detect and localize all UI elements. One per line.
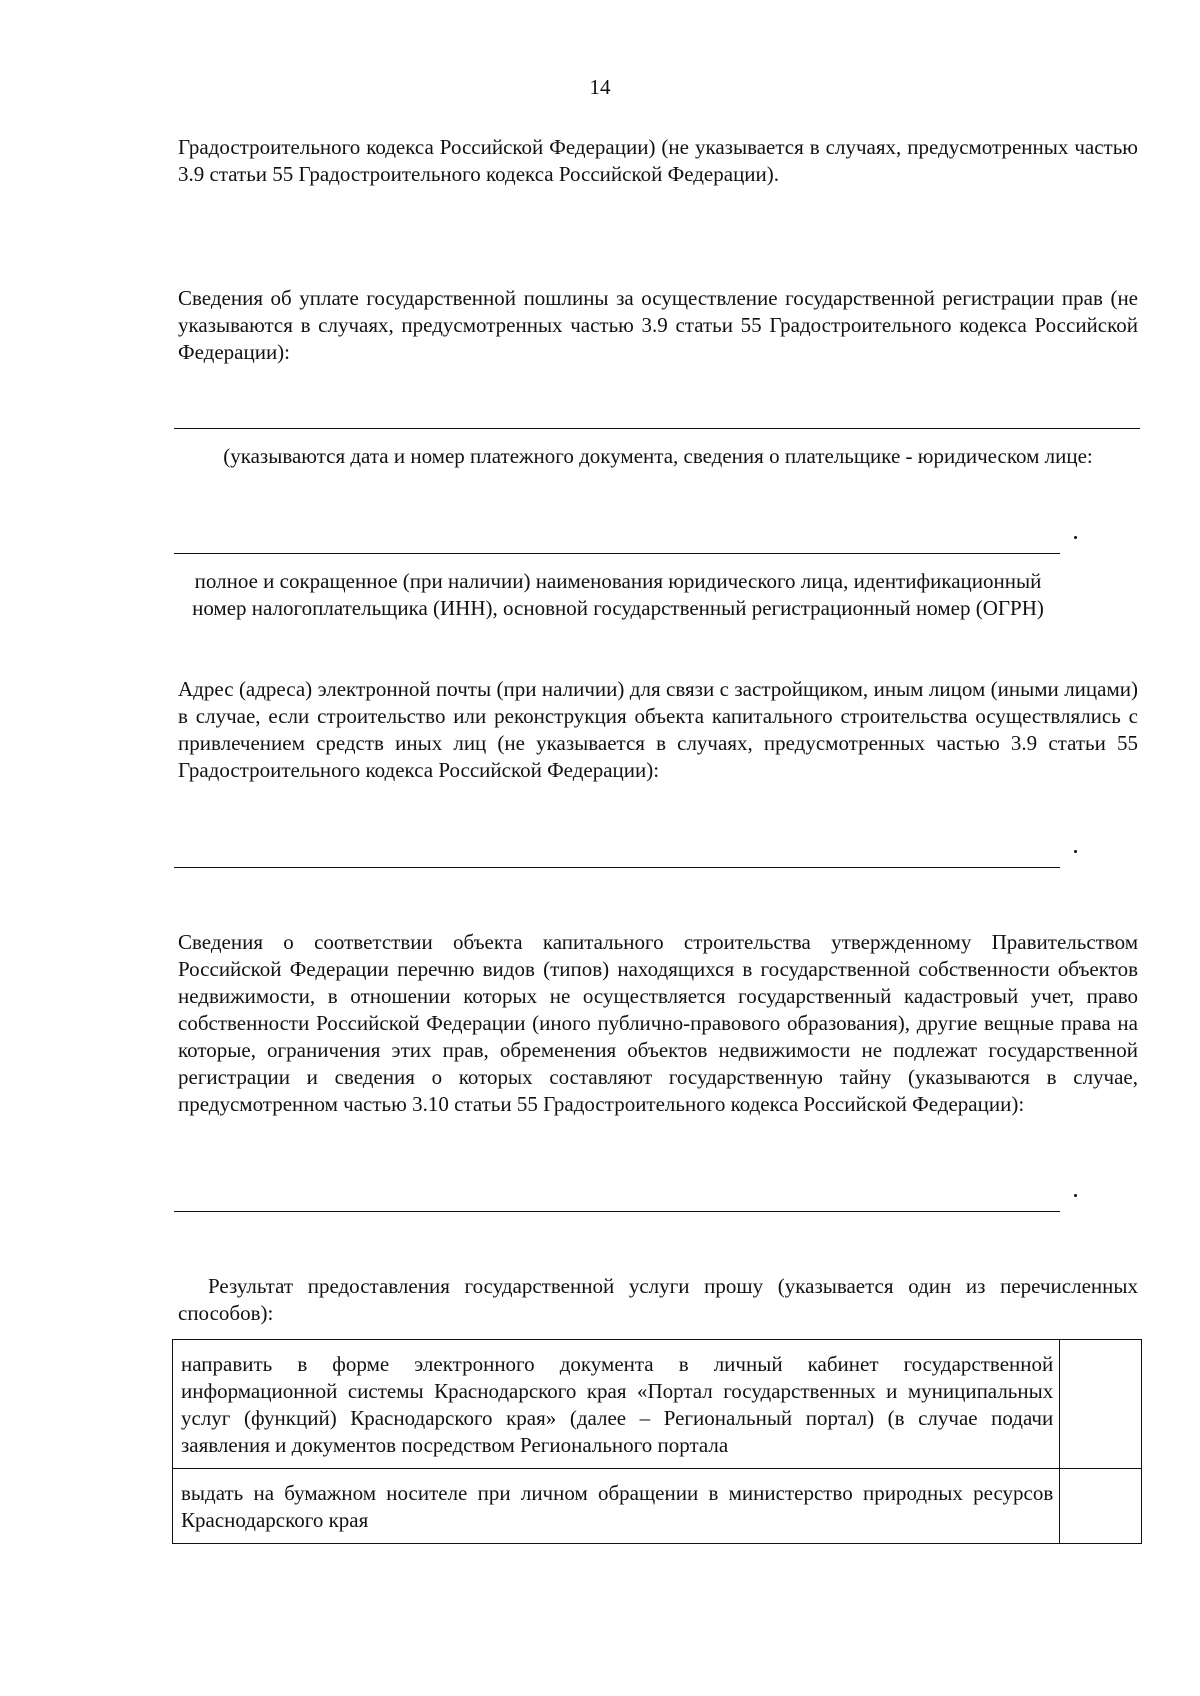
option-row	[173, 1340, 1142, 1469]
paragraph-result-method: Результат предоставления государственной услуги прошу (указывается один из перечисленных способов):	[178, 1274, 1138, 1325]
option-checkbox-cell[interactable]	[1060, 1340, 1142, 1469]
hint-legal-entity: полное и сокращенное (при наличии) наименования юридического лица, идентификационный номер налогоплательщика (ИНН), основной государственный регистрационный номер (ОГРН)	[192, 569, 1044, 620]
line-end-dot	[1074, 536, 1077, 539]
result-options-table	[172, 1339, 1142, 1544]
payer-input-line[interactable]	[174, 553, 1060, 554]
secret-input-line[interactable]	[174, 1211, 1060, 1212]
line-end-dot	[1074, 850, 1077, 853]
page-number: 14	[589, 75, 611, 99]
option-checkbox-cell[interactable]	[1060, 1469, 1142, 1544]
paragraph-state-fee: Сведения об уплате государственной пошлины за осуществление государственной регистрации прав (не указываются в случаях, предусмотренных частью 3.9 статьи 55 Градостроительного кодекса Российской Федерации):	[178, 286, 1138, 364]
paragraph-state-secret: Сведения о соответствии объекта капитального строительства утвержденному Правительством Российской Федерации перечню видов (типов) находящихся в государственной собственности объектов недвижимости, в отношении которых не осуществляется государственный кадастровый учет, право собственности Российской Федерации (иного публично-правового образования), другие вещные права на которые, ограничения этих прав, обременения объектов недвижимости не подлежат государственной регистрации и сведения о которых составляют государственную тайну (указываются в случае, предусмотренном частью 3.10 статьи 55 Градостроительного кодекса Российской Федерации):	[178, 930, 1138, 1116]
paragraph-email: Адрес (адреса) электронной почты (при наличии) для связи с застройщиком, иным лицом (иными лицами) в случае, если строительство или реконструкция объекта капитального строительства осуществлялись с привлечением средств иных лиц (не указывается в случаях, предусмотренных частью 3.9 статьи 55 Градостроительного кодекса Российской Федерации):	[178, 677, 1138, 782]
fee-input-line[interactable]	[174, 428, 1140, 429]
paragraph-continuation: Градостроительного кодекса Российской Федерации) (не указывается в случаях, предусмотренных частью 3.9 статьи 55 Градостроительного кодекса Российской Федерации).	[178, 135, 1138, 186]
email-input-line[interactable]	[174, 867, 1060, 868]
option-text: выдать на бумажном носителе при личном обращении в министерство природных ресурсов Краснодарского края	[173, 1469, 1060, 1544]
option-row	[173, 1469, 1142, 1544]
line-end-dot	[1074, 1194, 1077, 1197]
option-text: направить в форме электронного документа в личный кабинет государственной информационной системы Краснодарского края «Портал государственных и муниципальных услуг (функций) Краснодарского края» (далее – Региональный портал) (в случае подачи заявления и документов посредством Регионального портала	[173, 1340, 1060, 1469]
hint-payment-document: (указываются дата и номер платежного документа, сведения о плательщике - юридическом лице:	[223, 444, 1093, 468]
